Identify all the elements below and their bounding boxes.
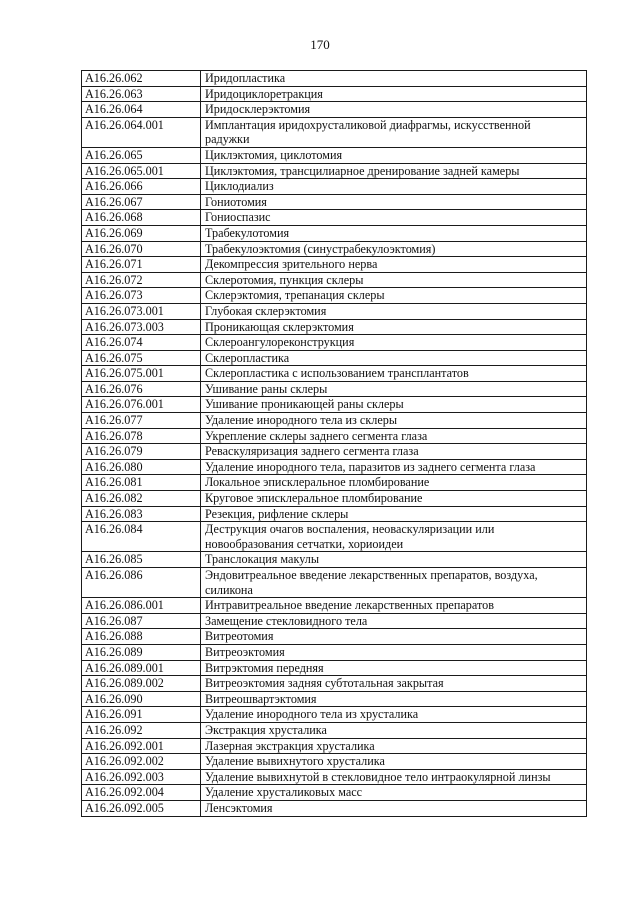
table-row bbox=[82, 644, 587, 660]
table-row bbox=[82, 163, 587, 179]
procedure-name-cell: Проникающая склерэктомия bbox=[201, 319, 587, 335]
table-row bbox=[82, 552, 587, 568]
table-row bbox=[82, 598, 587, 614]
procedure-name-cell: Склеропластика bbox=[201, 350, 587, 366]
procedure-name-cell: Лазерная экстракция хрусталика bbox=[201, 738, 587, 754]
procedure-codes-table bbox=[81, 70, 587, 817]
procedure-name-cell: Эндовитреальное введение лекарственных препаратов, воздуха, силикона bbox=[201, 568, 587, 598]
procedure-name-cell: Транслокация макулы bbox=[201, 552, 587, 568]
procedure-name-cell: Удаление вывихнутой в стекловидное тело интраокулярной линзы bbox=[201, 769, 587, 785]
procedure-code-cell: A16.26.090 bbox=[82, 691, 201, 707]
procedure-name-cell: Ленсэктомия bbox=[201, 800, 587, 816]
table-row bbox=[82, 707, 587, 723]
procedure-code-cell: A16.26.073.003 bbox=[82, 319, 201, 335]
table-row bbox=[82, 691, 587, 707]
procedure-code-cell: A16.26.067 bbox=[82, 194, 201, 210]
table-row bbox=[82, 459, 587, 475]
procedure-code-cell: A16.26.086.001 bbox=[82, 598, 201, 614]
table-row bbox=[82, 629, 587, 645]
table-row bbox=[82, 381, 587, 397]
table-row bbox=[82, 288, 587, 304]
procedure-code-cell: A16.26.070 bbox=[82, 241, 201, 257]
procedure-code-cell: A16.26.065 bbox=[82, 147, 201, 163]
table-row bbox=[82, 179, 587, 195]
procedure-name-cell: Резекция, рифление склеры bbox=[201, 506, 587, 522]
page-number: 170 bbox=[310, 37, 330, 52]
procedure-code-cell: A16.26.083 bbox=[82, 506, 201, 522]
procedure-name-cell: Циклодиализ bbox=[201, 179, 587, 195]
table-row bbox=[82, 428, 587, 444]
procedure-name-cell: Удаление хрусталиковых масс bbox=[201, 785, 587, 801]
table-row bbox=[82, 366, 587, 382]
procedure-name-cell: Экстракция хрусталика bbox=[201, 722, 587, 738]
procedure-name-cell: Витреотомия bbox=[201, 629, 587, 645]
table-row bbox=[82, 350, 587, 366]
table-row bbox=[82, 210, 587, 226]
table-row bbox=[82, 241, 587, 257]
procedure-code-cell: A16.26.089 bbox=[82, 644, 201, 660]
procedure-code-cell: A16.26.076.001 bbox=[82, 397, 201, 413]
procedure-name-cell: Удаление инородного тела из хрусталика bbox=[201, 707, 587, 723]
table-row bbox=[82, 491, 587, 507]
table-row bbox=[82, 303, 587, 319]
table-row bbox=[82, 769, 587, 785]
procedure-code-cell: A16.26.075.001 bbox=[82, 366, 201, 382]
procedure-code-cell: A16.26.075 bbox=[82, 350, 201, 366]
table-row bbox=[82, 194, 587, 210]
procedure-name-cell: Удаление инородного тела из склеры bbox=[201, 413, 587, 429]
procedure-code-cell: A16.26.077 bbox=[82, 413, 201, 429]
procedure-code-cell: A16.26.092 bbox=[82, 722, 201, 738]
table-row bbox=[82, 738, 587, 754]
procedure-code-cell: A16.26.092.003 bbox=[82, 769, 201, 785]
procedure-code-cell: A16.26.085 bbox=[82, 552, 201, 568]
table-row bbox=[82, 86, 587, 102]
procedure-name-cell: Склеротомия, пункция склеры bbox=[201, 272, 587, 288]
procedure-code-cell: A16.26.064 bbox=[82, 102, 201, 118]
procedure-code-cell: A16.26.078 bbox=[82, 428, 201, 444]
procedure-code-cell: A16.26.092.004 bbox=[82, 785, 201, 801]
procedure-name-cell: Гониоспазис bbox=[201, 210, 587, 226]
procedure-code-cell: A16.26.092.005 bbox=[82, 800, 201, 816]
procedure-name-cell: Ушивание раны склеры bbox=[201, 381, 587, 397]
procedure-code-cell: A16.26.087 bbox=[82, 613, 201, 629]
procedure-name-cell: Удаление инородного тела, паразитов из заднего сегмента глаза bbox=[201, 459, 587, 475]
table-row bbox=[82, 319, 587, 335]
procedure-code-cell: A16.26.092.002 bbox=[82, 754, 201, 770]
procedure-name-cell: Глубокая склерэктомия bbox=[201, 303, 587, 319]
table-row bbox=[82, 397, 587, 413]
table-row bbox=[82, 800, 587, 816]
procedure-name-cell: Замещение стекловидного тела bbox=[201, 613, 587, 629]
procedure-code-cell: A16.26.069 bbox=[82, 225, 201, 241]
procedure-name-cell: Иридопластика bbox=[201, 71, 587, 87]
procedure-code-cell: A16.26.089.001 bbox=[82, 660, 201, 676]
procedure-name-cell: Трабекулоэктомия (синустрабекулоэктомия) bbox=[201, 241, 587, 257]
table-row bbox=[82, 522, 587, 552]
procedure-code-cell: A16.26.062 bbox=[82, 71, 201, 87]
procedure-name-cell: Гониотомия bbox=[201, 194, 587, 210]
procedure-name-cell: Локальное эписклеральное пломбирование bbox=[201, 475, 587, 491]
procedure-code-cell: A16.26.063 bbox=[82, 86, 201, 102]
table-row bbox=[82, 413, 587, 429]
procedure-code-cell: A16.26.082 bbox=[82, 491, 201, 507]
procedure-code-cell: A16.26.079 bbox=[82, 444, 201, 460]
procedure-name-cell: Витреоэктомия задняя субтотальная закрытая bbox=[201, 676, 587, 692]
table-row bbox=[82, 335, 587, 351]
procedure-code-cell: A16.26.064.001 bbox=[82, 117, 201, 147]
table-row bbox=[82, 754, 587, 770]
procedure-name-cell: Реваскуляризация заднего сегмента глаза bbox=[201, 444, 587, 460]
procedure-name-cell: Декомпрессия зрительного нерва bbox=[201, 257, 587, 273]
table-row bbox=[82, 613, 587, 629]
table-row bbox=[82, 444, 587, 460]
table-row bbox=[82, 785, 587, 801]
procedure-name-cell: Склерэктомия, трепанация склеры bbox=[201, 288, 587, 304]
procedure-name-cell: Витреошвартэктомия bbox=[201, 691, 587, 707]
table-row bbox=[82, 272, 587, 288]
table-row bbox=[82, 71, 587, 87]
procedure-name-cell: Склероангулореконструкция bbox=[201, 335, 587, 351]
procedure-code-cell: A16.26.074 bbox=[82, 335, 201, 351]
procedure-name-cell: Деструкция очагов воспаления, неоваскуляризации или новообразования сетчатки, хориоидеи bbox=[201, 522, 587, 552]
table-row bbox=[82, 676, 587, 692]
table-row bbox=[82, 147, 587, 163]
procedure-code-cell: A16.26.081 bbox=[82, 475, 201, 491]
procedure-name-cell: Круговое эписклеральное пломбирование bbox=[201, 491, 587, 507]
procedure-name-cell: Ушивание проникающей раны склеры bbox=[201, 397, 587, 413]
procedure-name-cell: Интравитреальное введение лекарственных препаратов bbox=[201, 598, 587, 614]
procedure-name-cell: Склеропластика с использованием трансплантатов bbox=[201, 366, 587, 382]
procedure-code-cell: A16.26.071 bbox=[82, 257, 201, 273]
procedure-name-cell: Иридосклерэктомия bbox=[201, 102, 587, 118]
procedure-name-cell: Иридоциклоретракция bbox=[201, 86, 587, 102]
table-row bbox=[82, 506, 587, 522]
table-row bbox=[82, 722, 587, 738]
procedure-code-cell: A16.26.065.001 bbox=[82, 163, 201, 179]
table-row bbox=[82, 117, 587, 147]
procedure-code-cell: A16.26.092.001 bbox=[82, 738, 201, 754]
table-row bbox=[82, 568, 587, 598]
table-row bbox=[82, 660, 587, 676]
procedure-code-cell: A16.26.073 bbox=[82, 288, 201, 304]
procedure-code-cell: A16.26.066 bbox=[82, 179, 201, 195]
procedure-name-cell: Витрэктомия передняя bbox=[201, 660, 587, 676]
procedure-code-cell: A16.26.073.001 bbox=[82, 303, 201, 319]
table-row bbox=[82, 102, 587, 118]
table-row bbox=[82, 225, 587, 241]
procedure-code-cell: A16.26.080 bbox=[82, 459, 201, 475]
procedure-code-cell: A16.26.086 bbox=[82, 568, 201, 598]
procedure-name-cell: Витреоэктомия bbox=[201, 644, 587, 660]
procedure-name-cell: Имплантация иридохрусталиковой диафрагмы, искусственной радужки bbox=[201, 117, 587, 147]
procedure-name-cell: Трабекулотомия bbox=[201, 225, 587, 241]
procedure-name-cell: Циклэктомия, циклотомия bbox=[201, 147, 587, 163]
procedure-name-cell: Удаление вывихнутого хрусталика bbox=[201, 754, 587, 770]
procedure-code-cell: A16.26.089.002 bbox=[82, 676, 201, 692]
table-row bbox=[82, 475, 587, 491]
procedure-codes-table-body bbox=[82, 71, 587, 817]
procedure-code-cell: A16.26.068 bbox=[82, 210, 201, 226]
table-row bbox=[82, 257, 587, 273]
procedure-code-cell: A16.26.076 bbox=[82, 381, 201, 397]
procedure-code-cell: A16.26.088 bbox=[82, 629, 201, 645]
procedure-name-cell: Циклэктомия, трансцилиарное дренирование задней камеры bbox=[201, 163, 587, 179]
procedure-code-cell: A16.26.091 bbox=[82, 707, 201, 723]
procedure-name-cell: Укрепление склеры заднего сегмента глаза bbox=[201, 428, 587, 444]
procedure-code-cell: A16.26.072 bbox=[82, 272, 201, 288]
procedure-code-cell: A16.26.084 bbox=[82, 522, 201, 552]
